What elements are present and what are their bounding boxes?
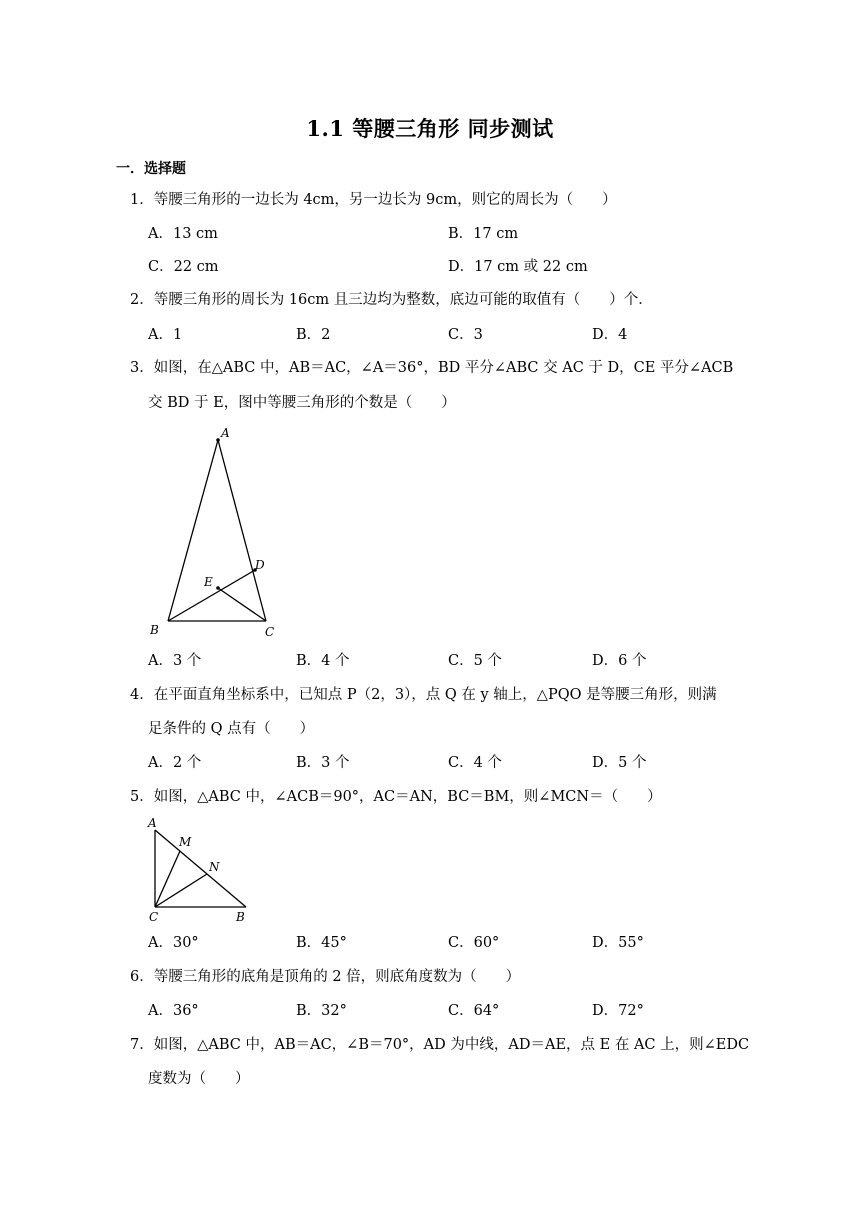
q3-option-b: B．4 个	[296, 653, 350, 669]
question-7-line-1: 7．如图，△ABC 中，AB＝AC，∠B＝70°，AD 为中线，AD＝AE，点 E 在 AC 上，则∠EDC	[130, 1037, 750, 1053]
q3-option-a: A．3 个	[148, 653, 202, 669]
q5-label-b: B	[236, 910, 245, 924]
q4-option-c: C．4 个	[448, 755, 502, 771]
q2-option-c: C．3	[448, 327, 483, 343]
q5-option-d: D．55°	[592, 935, 644, 951]
question-6: 6．等腰三角形的底角是顶角的 2 倍，则底角度数为（ ）	[130, 969, 521, 985]
q3-label-b: B	[150, 623, 159, 637]
q5-option-b: B．45°	[296, 935, 347, 951]
page-title: 1.1 等腰三角形 同步测试	[306, 116, 554, 141]
q2-option-d: D．4	[592, 327, 628, 343]
question-1: 1．等腰三角形的一边长为 4cm，另一边长为 9cm，则它的周长为（ ）	[130, 192, 617, 208]
q5-label-n: N	[209, 860, 220, 874]
q6-option-c: C．64°	[448, 1003, 500, 1019]
q6-option-d: D．72°	[592, 1003, 644, 1019]
question-2: 2．等腰三角形的周长为 16cm 且三边均为整数，底边可能的取值有（ ）个．	[130, 292, 653, 308]
q3-label-c: C	[265, 625, 275, 639]
question-4-line-2: 足条件的 Q 点有（ ）	[148, 721, 315, 737]
section-heading: 一．选择题	[116, 161, 186, 177]
q5-triangle-figure	[140, 810, 260, 925]
q3-option-d: D．6 个	[592, 653, 647, 669]
q4-option-a: A．2 个	[148, 755, 202, 771]
question-3-line-2: 交 BD 于 E，图中等腰三角形的个数是（ ）	[148, 395, 456, 411]
question-4-line-1: 4．在平面直角坐标系中，已知点 P（2，3），点 Q 在 y 轴上，△PQO 是等腰三角形，则满	[130, 687, 717, 703]
q4-option-b: B．3 个	[296, 755, 350, 771]
q3-triangle-figure	[140, 420, 290, 645]
q5-label-c: C	[149, 910, 159, 924]
q6-option-a: A．36°	[148, 1003, 199, 1019]
q5-label-m: M	[179, 835, 192, 849]
q3-label-e: E	[204, 575, 213, 589]
q1-option-c: C．22 cm	[148, 259, 219, 275]
question-3-line-1: 3．如图，在△ABC 中，AB＝AC，∠A＝36°，BD 平分∠ABC 交 AC 于 D，CE 平分∠ACB	[130, 360, 734, 376]
q5-option-a: A．30°	[148, 935, 199, 951]
q5-option-c: C．60°	[448, 935, 500, 951]
q1-option-b: B．17 cm	[448, 226, 519, 242]
q1-option-d: D．17 cm 或 22 cm	[448, 259, 588, 275]
q2-option-b: B．2	[296, 327, 331, 343]
question-7-line-2: 度数为（ ）	[148, 1071, 250, 1087]
question-5: 5．如图，△ABC 中，∠ACB＝90°，AC＝AN，BC＝BM，则∠MCN＝（ ）	[130, 789, 662, 805]
q4-option-d: D．5 个	[592, 755, 647, 771]
q3-label-d: D	[255, 558, 265, 572]
q3-label-a: A	[221, 426, 230, 440]
q6-option-b: B．32°	[296, 1003, 347, 1019]
q2-option-a: A．1	[148, 327, 183, 343]
q3-option-c: C．5 个	[448, 653, 502, 669]
q5-label-a: A	[148, 816, 157, 830]
q1-option-a: A．13 cm	[148, 226, 218, 242]
